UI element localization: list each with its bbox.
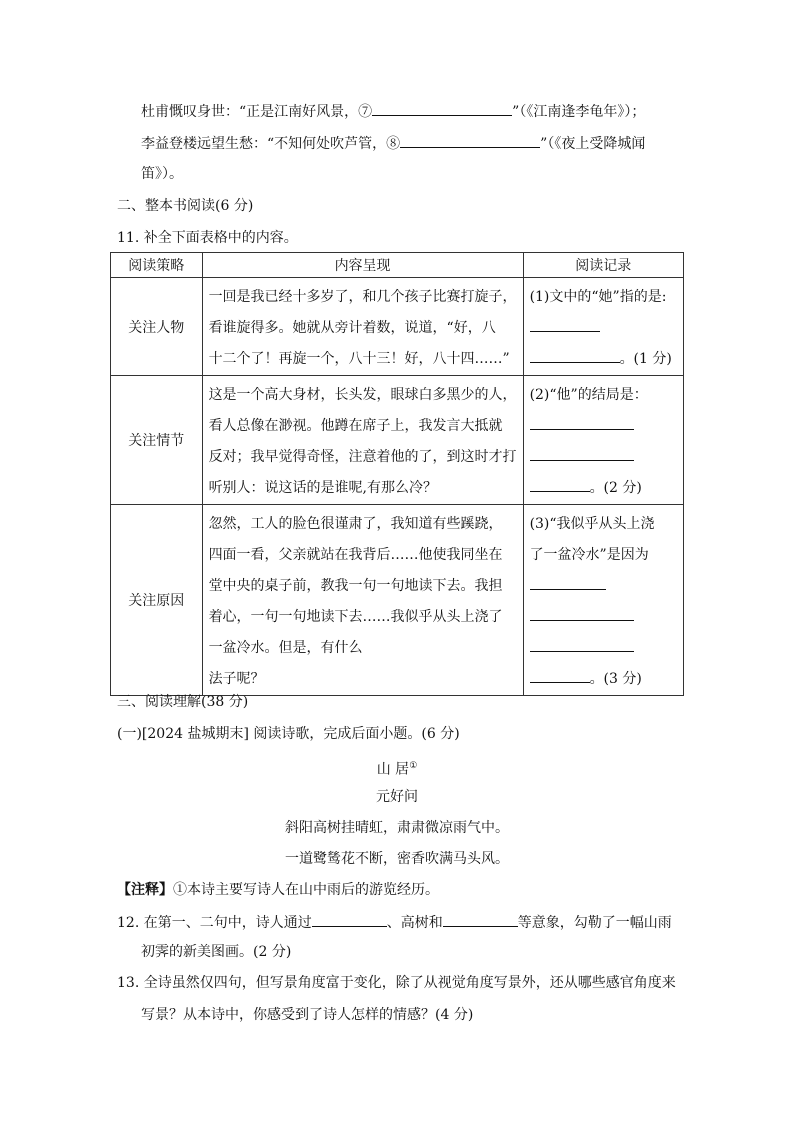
recitation-line-8 (141, 133, 645, 154)
content-line: 忽然，工人的脸色很谨肃了，我知道有些蹊跷， (208, 516, 503, 532)
part-heading: (一)[2024 盐城期末] 阅读诗歌，完成后面小题。(6 分) (117, 726, 460, 742)
question-11: 11. 补全下面表格中的内容。 (117, 230, 298, 246)
poem-line: 斜阳高树挂晴虹，肃肃微凉雨气中。 (285, 820, 509, 836)
note-marker: ① (409, 761, 418, 771)
record-prompt: (1)文中的“她”指的是: (529, 289, 667, 305)
recitation-source: ”（《夜上受降城闻 (540, 136, 646, 152)
content-line: 看人总像在渺视。他蹲在席子上，我发言大抵就 (208, 418, 503, 434)
poem-title: 山 居① (376, 761, 418, 778)
table-row (111, 505, 684, 696)
answer-blank-7[interactable] (372, 101, 512, 116)
reading-table (110, 252, 684, 696)
table-header: 阅读记录 (523, 253, 683, 278)
content-line: 看谁旋得多。她就从旁计着数，说道，“好，八 (208, 320, 496, 336)
table-header: 内容呈现 (202, 253, 523, 278)
content-line: 四面一看，父亲就站在我背后……他使我同坐在 (208, 547, 503, 563)
answer-blank[interactable] (312, 912, 387, 927)
answer-blank-8[interactable] (400, 133, 540, 148)
content-line: 法子呢？ (208, 671, 265, 687)
recitation-text: 杜甫慨叹身世：“正是江南好风景，⑦ (141, 104, 373, 120)
table-header-row (111, 253, 684, 278)
content-line: 堂中央的桌子前，教我一句一句地读下去。我担 (208, 578, 503, 594)
answer-blank[interactable] (530, 606, 634, 621)
question-12: 12. 在第一、二句中，诗人通过 、高树和 等意象，勾勒了一幅山雨 (117, 912, 672, 933)
content-line: 一盆冷水。但是，有什么 (208, 640, 363, 656)
poem-author: 元好问 (376, 789, 418, 805)
recitation-line-7 (141, 101, 645, 122)
content-cell (202, 278, 523, 376)
annotation-label: 【注释】 (117, 882, 173, 898)
question-13: 13. 全诗虽然仅四句，但写景角度富于变化，除了从视觉角度写景外，还从哪些感官角度来 (117, 975, 676, 991)
table-row (111, 376, 684, 505)
record-cell (523, 376, 683, 505)
content-line: 听别人：说这话的是谁呢,有那么冷？ (208, 480, 438, 496)
record-score: 。(2 分) (589, 480, 642, 496)
recitation-line-8-cont: 笛》）。 (141, 166, 183, 182)
question-12-cont: 初霁的新美图画。(2 分) (141, 944, 292, 960)
table-row (111, 278, 684, 376)
answer-blank[interactable] (530, 575, 606, 590)
record-score: 。(1 分) (619, 351, 672, 367)
annotation (117, 880, 439, 900)
answer-blank[interactable] (530, 415, 634, 430)
answer-blank[interactable] (530, 668, 590, 683)
section-heading: 二、整本书阅读(6 分) (117, 198, 254, 214)
content-cell (202, 376, 523, 505)
strategy-cell: 关注情节 (111, 376, 203, 505)
recitation-source: ”（《江南逢李龟年》）； (512, 104, 646, 120)
answer-blank[interactable] (530, 317, 600, 332)
content-line: 反对；我早觉得奇怪，注意着他的了，到这时才打 (208, 449, 517, 465)
content-cell (202, 505, 523, 696)
answer-blank[interactable] (530, 348, 620, 363)
answer-blank[interactable] (530, 446, 634, 461)
annotation-text: ①本诗主要写诗人在山中雨后的游览经历。 (173, 882, 439, 898)
content-line: 着心，一句一句地读下去……我似乎从头上浇了 (208, 609, 503, 625)
record-score: 。(3 分) (589, 671, 642, 687)
record-prompt: (3)“我似乎从头上浇 (529, 516, 655, 532)
recitation-text: 李益登楼远望生愁：“不知何处吹芦管，⑧ (141, 136, 401, 152)
poem-line: 一道鹭鸶花不断，密香吹满马头风。 (285, 851, 509, 867)
question-13-cont: 写景？从本诗中，你感受到了诗人怎样的情感？(4 分) (141, 1007, 474, 1023)
section-heading: 三、阅读理解(38 分) (117, 694, 249, 710)
content-line: 这是一个高大身材，长头发，眼球白多黑少的人， (208, 387, 517, 403)
record-cell (523, 278, 683, 376)
strategy-cell: 关注原因 (111, 505, 203, 696)
answer-blank[interactable] (530, 477, 590, 492)
record-cell (523, 505, 683, 696)
strategy-cell: 关注人物 (111, 278, 203, 376)
record-prompt: 了一盆冷水”是因为 (529, 547, 649, 563)
table-header: 阅读策略 (111, 253, 203, 278)
content-line: 十二个了！再旋一个，八十三！好，八十四……” (208, 351, 510, 367)
answer-blank[interactable] (443, 912, 518, 927)
content-line: 一回是我已经十多岁了，和几个孩子比赛打旋子， (208, 289, 517, 305)
answer-blank[interactable] (530, 637, 634, 652)
record-prompt: (2)“他”的结局是： (529, 387, 648, 403)
